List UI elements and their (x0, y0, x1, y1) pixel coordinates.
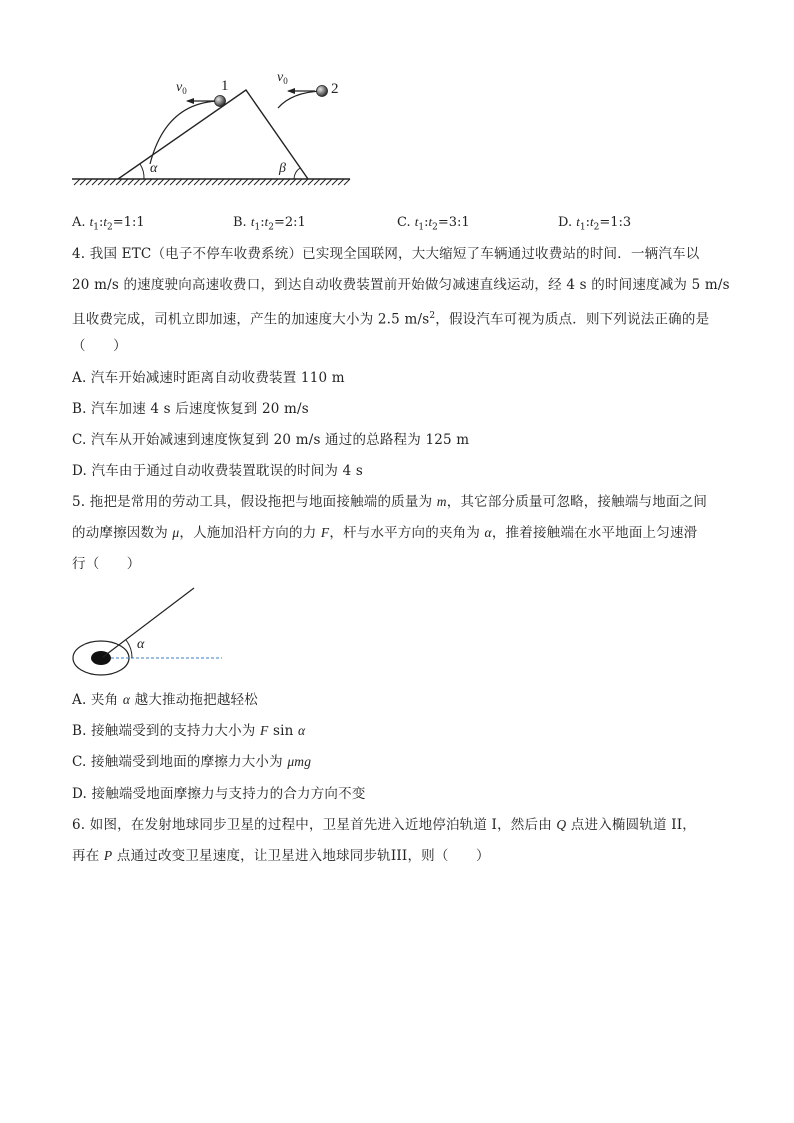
q4-stem-line-3: 且收费完成，司机立即加速，产生的加速度大小为 2.5 $m/s^2$，假设汽车可视为质点．则下列说法正确的是 (72, 311, 710, 328)
q4-option-d[interactable]: D. 汽车由于通过自动收费装置耽误的时间为 4 s (72, 463, 364, 479)
q3-option-d[interactable]: D. $t_1:t_2=1:3$ (558, 214, 632, 233)
q5-stem-line-2: 的动摩擦因数为 μ，人施加沿杆方向的力 F，杆与水平方向的夹角为 α，推着接触端在水平地面上匀速滑 (72, 525, 698, 541)
mop-handle (103, 588, 194, 657)
ball-2-label: 2 (331, 81, 339, 97)
q5-option-a[interactable]: A. 夹角 α 越大推动拖把越轻松 (72, 692, 258, 708)
ground-hatching (74, 179, 350, 185)
q4-stem-line-1: 4. 我国 ETC（电子不停车收费系统）已实现全国联网，大大缩短了车辆通过收费站的时间．一辆汽车以 (72, 246, 700, 262)
q3-option-b[interactable]: B. $t_1:t_2=2:1$ (233, 214, 306, 233)
q5-stem-line-1: 5. 拖把是常用的劳动工具，假设拖把与地面接触端的质量为 m，其它部分质量可忽略，接触端与地面之间 (72, 494, 708, 510)
q4-stem-line-2: 20 m/s 的速度驶向高速收费口，到达自动收费装置前开始做匀减速直线运动，经 4 s 的时间速度减为 5 m/s (72, 277, 730, 293)
q5-option-b[interactable]: B. 接触端受到的支持力大小为 F sin α (72, 723, 306, 739)
q5-stem-line-3: 行（ ） (72, 556, 141, 572)
alpha-label: α (150, 161, 158, 176)
projectile-slope-figure (70, 72, 355, 188)
alpha-angle-arc (140, 164, 144, 179)
q4-option-a[interactable]: A. 汽车开始减速时距离自动收费装置 110 m (72, 370, 345, 386)
q6-stem-line-2: 再在 P 点通过改变卫星速度，让卫星进入地球同步轨III，则（ ） (72, 848, 490, 864)
q4-option-b[interactable]: B. 汽车加速 4 s 后速度恢复到 20 m/s (72, 401, 309, 417)
q5-option-c[interactable]: C. 接触端受到地面的摩擦力大小为 μmg (72, 754, 312, 770)
ball-1 (215, 96, 226, 107)
mop-alpha-label: α (137, 637, 145, 652)
v0-label-1: $v_0$ (176, 80, 187, 96)
mop-figure (70, 584, 230, 678)
q3-option-a[interactable]: A. $t_1:t_2=1:1$ (72, 214, 145, 233)
q3-option-c[interactable]: C. $t_1:t_2=3:1$ (397, 214, 470, 233)
v0-label-2: $v_0$ (277, 72, 288, 86)
q6-stem-line-1: 6. 如图，在发射地球同步卫星的过程中，卫星首先进入近地停泊轨道 I，然后由 Q 点进入椭圆轨道 II， (72, 817, 696, 833)
trajectory-2 (278, 91, 322, 108)
beta-angle-arc (294, 168, 300, 179)
q5-option-d[interactable]: D. 接触端受地面摩擦力与支持力的合力方向不变 (72, 786, 366, 802)
ball-2 (317, 86, 328, 97)
q4-option-c[interactable]: C. 汽车从开始减速到速度恢复到 20 m/s 通过的总路程为 125 m (72, 432, 470, 448)
ball-1-label: 1 (221, 78, 229, 94)
q4-answer-bracket: （ ） (72, 338, 127, 354)
beta-label: β (279, 161, 286, 176)
